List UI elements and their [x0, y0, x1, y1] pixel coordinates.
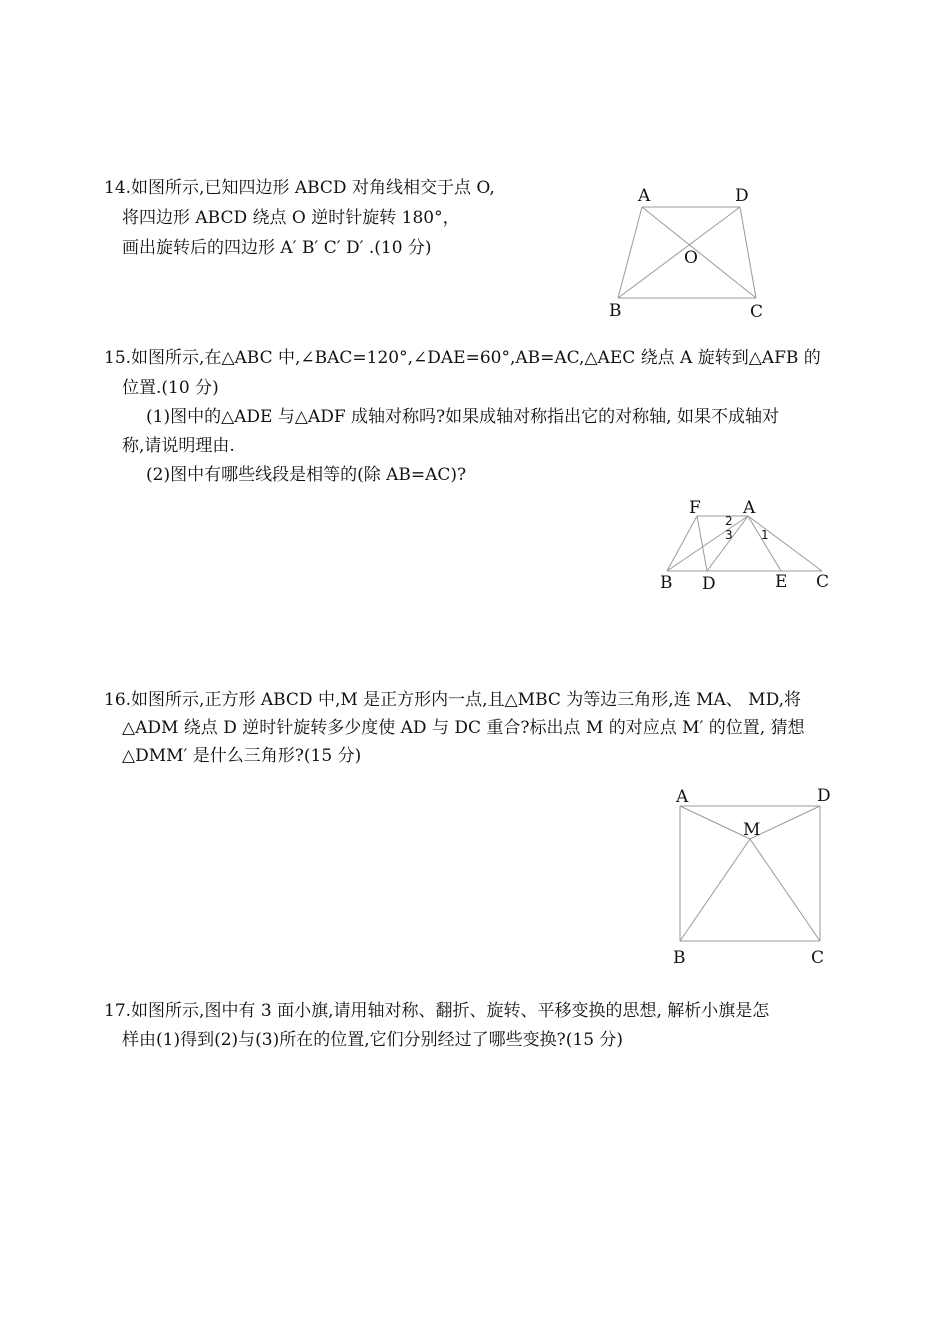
q15-segment-fb	[667, 516, 697, 571]
q16-label-c: C	[811, 948, 825, 968]
q15-line-4: 称,请说明理由.	[122, 436, 235, 456]
q15-segment-ae	[748, 516, 781, 571]
q14-diagonal-bd	[618, 207, 740, 298]
q16-line-1: 16.如图所示,正方形 ABCD 中,M 是正方形内一点,且△MBC 为等边三角形,连 MA、 MD,将	[104, 690, 802, 710]
q14-diagonal-ac	[642, 207, 756, 298]
q15-label-e: E	[775, 572, 788, 592]
q16-segment-md	[750, 806, 820, 839]
q14-label-c: C	[750, 302, 764, 322]
q14-edge-ab	[618, 207, 642, 298]
q15-line-5: (2)图中有哪些线段是相等的(除 AB=AC)?	[146, 465, 467, 485]
q16-line-2: △ADM 绕点 D 逆时针旋转多少度使 AD 与 DC 重合?标出点 M 的对应点 M′ 的位置, 猜想	[122, 718, 805, 738]
q16-label-d: D	[817, 786, 831, 806]
q14-line-1: 14.如图所示,已知四边形 ABCD 对角线相交于点 O,	[104, 178, 495, 198]
q17-line-1: 17.如图所示,图中有 3 面小旗,请用轴对称、翻折、旋转、平移变换的思想, 解析小旗是怎	[104, 1001, 770, 1021]
q16-segment-mb	[680, 839, 750, 941]
q15-label-d: D	[702, 574, 716, 594]
q16-segment-mc	[750, 839, 820, 941]
q15-label-b: B	[660, 573, 673, 593]
q14-label-d: D	[735, 186, 749, 206]
q16-segment-ma	[680, 806, 750, 839]
q14-figure	[600, 180, 780, 325]
q16-figure	[665, 785, 845, 970]
q14-label-b: B	[609, 301, 622, 321]
q14-edge-dc	[740, 207, 756, 298]
q14-line-3: 画出旋转后的四边形 A′ B′ C′ D′ .(10 分)	[122, 238, 432, 258]
q15-angle-label-1: 1	[761, 528, 769, 542]
q15-angle-label-2: 2	[725, 514, 733, 528]
q15-line-3: (1)图中的△ADE 与△ADF 成轴对称吗?如果成轴对称指出它的对称轴, 如果不成轴对	[146, 407, 779, 427]
q16-label-b: B	[673, 948, 686, 968]
q15-angle-label-3: 3	[725, 528, 733, 542]
q15-line-1: 15.如图所示,在△ABC 中,∠BAC=120°,∠DAE=60°,AB=AC,△AEC 绕点 A 旋转到△AFB 的	[104, 348, 821, 368]
q15-label-a: A	[743, 498, 756, 518]
q17-line-2: 样由(1)得到(2)与(3)所在的位置,它们分别经过了哪些变换?(15 分)	[122, 1030, 624, 1050]
q16-label-a: A	[676, 787, 689, 807]
q15-segment-ab	[667, 516, 748, 571]
q15-label-f: F	[689, 498, 701, 518]
q15-figure	[655, 495, 840, 595]
q14-label-a: A	[638, 186, 651, 206]
q15-line-2: 位置.(10 分)	[122, 378, 219, 398]
q15-segment-fd	[697, 516, 707, 571]
q16-label-m: M	[743, 820, 761, 840]
q16-line-3: △DMM′ 是什么三角形?(15 分)	[122, 746, 362, 766]
q14-line-2: 将四边形 ABCD 绕点 O 逆时针旋转 180°，	[122, 208, 460, 228]
q15-label-c: C	[816, 572, 830, 592]
q15-segment-ac	[748, 516, 822, 571]
q14-label-o: O	[684, 248, 698, 268]
